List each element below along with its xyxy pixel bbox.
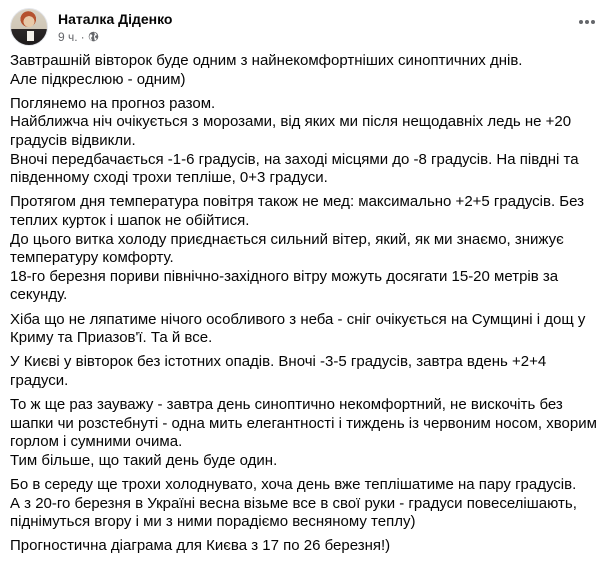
more-options-icon bbox=[591, 20, 595, 24]
text-line: 18-го березня пориви північно-західного вітру можуть досягати 15-20 метрів за секунду. bbox=[10, 267, 559, 304]
avatar-collar-detail bbox=[27, 31, 34, 41]
more-options-button[interactable] bbox=[573, 12, 601, 32]
text-line: До цього витка холоду приєднається сильний вітер, який, як ми знаємо, знижує температуру комфорту. bbox=[10, 230, 564, 267]
paragraph bbox=[10, 537, 600, 556]
text-line: Хіба що не ляпатиме нічого особливого з неба - сніг очікується на Сумщині і дощ у Криму та Приазов'ї. Та й все. bbox=[10, 310, 586, 347]
text-line: Але підкреслюю - одним) bbox=[10, 70, 186, 88]
globe-icon[interactable] bbox=[88, 31, 99, 42]
paragraph bbox=[10, 353, 600, 390]
text-line: А з 20-го березня в Україні весна візьме все в свої руки - градуси повеселішають, піднімуться вгору і ми з ними порадіємо весняному теплу) bbox=[10, 494, 577, 531]
author-name[interactable]: Наталка Діденко bbox=[58, 10, 173, 27]
paragraph bbox=[10, 311, 600, 348]
paragraph bbox=[10, 95, 600, 188]
text-line: У Києві у вівторок без істотних опадів. Вночі -3-5 градусів, завтра вдень +2+4 градуси. bbox=[10, 353, 547, 389]
text-line: Вночі передбачається -1-6 градусів, на заході місцями до -8 градусів. На півдні та південному сході трохи тепліше, 0+3 градуси. bbox=[10, 150, 579, 187]
paragraph bbox=[10, 193, 600, 305]
post-timestamp[interactable]: 9 ч. bbox=[58, 29, 78, 44]
text-line: Протягом дня температура повітря також не мед: максимально +2+5 градусів. Без теплих курток і шапок не обійтися. bbox=[10, 193, 585, 229]
post-subline bbox=[58, 29, 172, 45]
text-line: То ж ще раз зауважу - завтра день синоптично некомфортний, не вискочіть без шапки чи розстебнуті - одна мить елегантності і тиждень із червоним носом, хворим горлом і сумними очима. bbox=[10, 396, 597, 451]
post-body bbox=[10, 52, 600, 562]
text-line: Тим більше, що такий день буде один. bbox=[10, 451, 278, 469]
text-line: Найближча ніч очікується з морозами, від яких ми після нещодавніх ледь не +20 градусів відвикли. bbox=[10, 113, 572, 149]
author-avatar[interactable] bbox=[10, 8, 48, 46]
text-line: Бо в середу ще трохи холоднувато, хоча день вже теплішатиме на пару градусів. bbox=[10, 476, 577, 494]
paragraph bbox=[10, 52, 600, 89]
paragraph bbox=[10, 396, 600, 470]
text-line: Поглянемо на прогноз разом. bbox=[10, 94, 216, 112]
more-options-icon bbox=[585, 20, 589, 24]
text-line: Прогностична діаграма для Києва з 17 по 26 березня!) bbox=[10, 537, 391, 555]
text-line: Завтрашній вівторок буде одним з найнекомфортніших синоптичних днів. bbox=[10, 52, 523, 69]
paragraph bbox=[10, 476, 600, 532]
post-meta bbox=[58, 10, 172, 45]
post-header bbox=[10, 7, 609, 47]
more-options-icon bbox=[579, 20, 583, 24]
separator-dot: · bbox=[80, 29, 85, 44]
